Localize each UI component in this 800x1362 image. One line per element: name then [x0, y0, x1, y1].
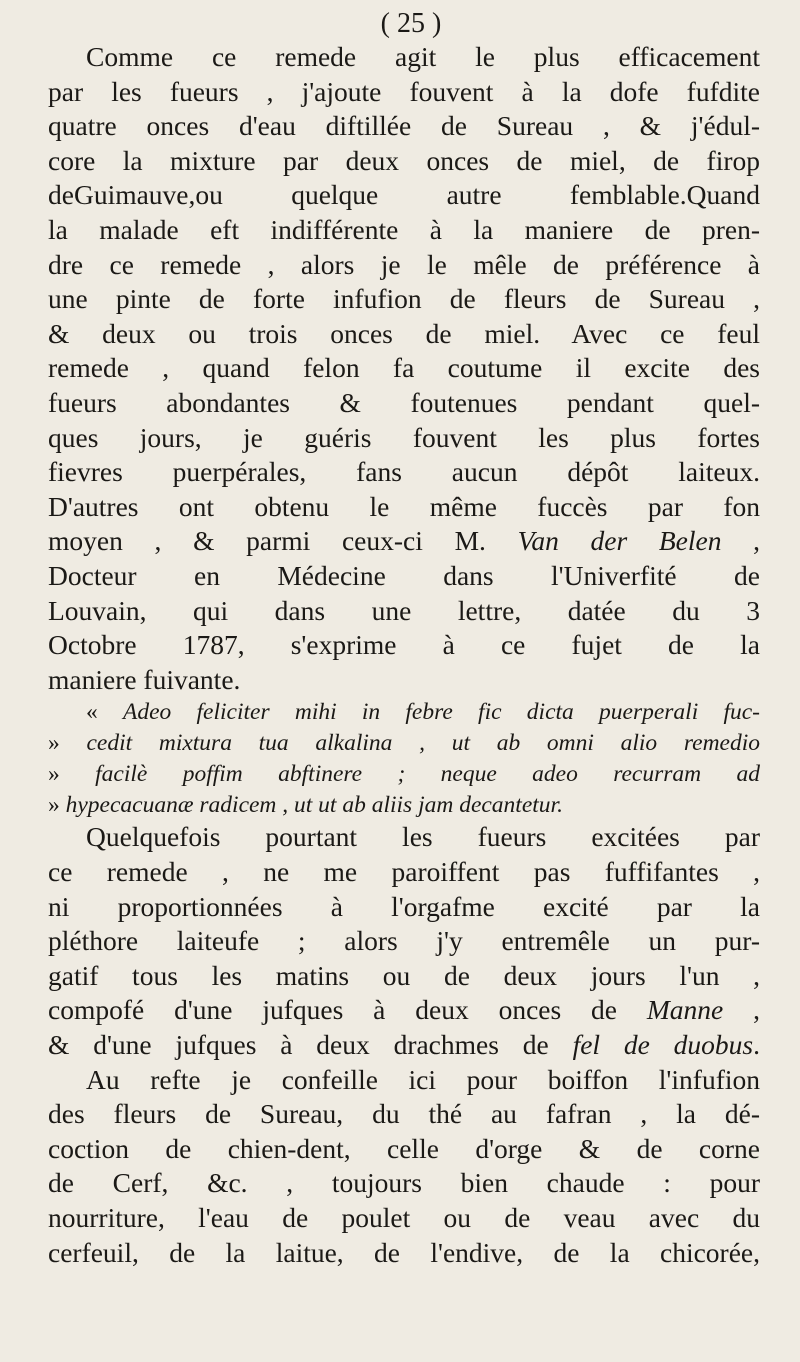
quote-text: Adeo feliciter mihi in febre fic dicta puerperali fuc-	[123, 699, 761, 726]
text-line: Au refte je confeille ici pour boiffon l'infufion	[86, 1063, 760, 1095]
paragraph-louvain	[48, 559, 760, 697]
text-line: cerfeuil, de la laitue, de l'endive, de la chicorée,	[48, 1236, 760, 1268]
text-line: des fleurs de Sureau, du thé au fafran , la dé-	[48, 1098, 760, 1130]
quote-text: facilè poffim abftinere ; neque adeo recurram ad	[95, 760, 760, 787]
quote-mark: »	[48, 730, 87, 757]
quote-line	[48, 790, 760, 821]
quote-line	[48, 759, 760, 790]
paragraph-boisson	[48, 1063, 760, 1271]
text-line: maniere fuivante.	[48, 663, 241, 695]
text-line: dre ce remede , alors je le mêle de préférence à	[48, 248, 760, 280]
text-line: Docteur en Médecine dans l'Univerfité de	[48, 559, 760, 591]
text-line: ni proportionnées à l'orgafme excité par la	[48, 890, 760, 922]
text-line: gatif tous les matins ou de deux jours l'un ,	[48, 959, 760, 991]
quote-mark: »	[48, 791, 66, 818]
text-line: core la mixture par deux onces de miel, de firop	[48, 144, 760, 176]
text-line: ques jours, je guéris fouvent les plus fortes	[48, 421, 760, 453]
text-line: quatre onces d'eau diftillée de Sureau , & j'édul-	[48, 110, 760, 142]
text-line-van-der-belen: moyen , & parmi ceux-ci M. Van der Belen ,	[48, 525, 761, 557]
quote-line	[48, 728, 760, 759]
text-line: de Cerf, &c. , toujours bien chaude : pour	[48, 1167, 760, 1199]
quote-line	[48, 697, 760, 728]
main-text-continued	[48, 820, 760, 1270]
text-line: Louvain, qui dans une lettre, datée du 3	[48, 594, 760, 626]
text-line: Quelquefois pourtant les fueurs excitées par	[86, 821, 760, 853]
quote-mark: «	[86, 699, 123, 726]
text-line: nourriture, l'eau de poulet ou de veau avec du	[48, 1202, 760, 1233]
main-text	[48, 40, 760, 697]
text-line: par les fueurs , j'ajoute fouvent à la dofe fufdite	[48, 75, 760, 107]
author-name: Van der Belen	[517, 525, 722, 557]
latin-quotation	[48, 697, 760, 820]
text-line: la malade eft indifférente à la maniere de pren-	[48, 213, 760, 245]
quote-mark: »	[48, 760, 96, 787]
paragraph-purgatif	[48, 820, 760, 993]
paragraph-sureau	[48, 40, 760, 524]
quote-text: hypecacuanæ radicem , ut ut ab aliis jam decantetur.	[65, 791, 563, 818]
text-line: pléthore laiteufe ; alors j'y entremêle un pur-	[48, 925, 760, 957]
text-line: Comme ce remede agit le plus efficacement	[86, 41, 760, 72]
text-line: une pinte de forte infufion de fleurs de Sureau ,	[48, 283, 760, 315]
text-line: coction de chien-dent, celle d'orge & de corne	[48, 1132, 760, 1164]
text-line: Octobre 1787, s'exprime à ce fujet de la	[48, 629, 760, 661]
text-line: D'autres ont obtenu le même fuccès par fon	[48, 490, 760, 522]
text-line: ce remede , ne me paroiffent pas fuffifantes ,	[48, 856, 760, 888]
quote-text: cedit mixtura tua alkalina , ut ab omni alio remedio	[86, 730, 761, 757]
page-number: ( 25 )	[380, 8, 442, 39]
text-line-sel: & d'une jufques à deux drachmes de fel de duobus.	[48, 1029, 760, 1061]
text-line-manne: compofé d'une jufques à deux onces de Manne ,	[48, 994, 761, 1026]
text-line: fievres puerpérales, fans aucun dépôt laiteux.	[48, 456, 760, 488]
text-line: remede , quand felon fa coutume il excite des	[48, 352, 760, 384]
text-line: deGuimauve,ou quelque autre femblable.Quand	[48, 179, 760, 211]
text-line: & deux ou trois onces de miel. Avec ce feul	[48, 317, 760, 349]
text-line: fueurs abondantes & foutenues pendant quel-	[48, 386, 760, 418]
